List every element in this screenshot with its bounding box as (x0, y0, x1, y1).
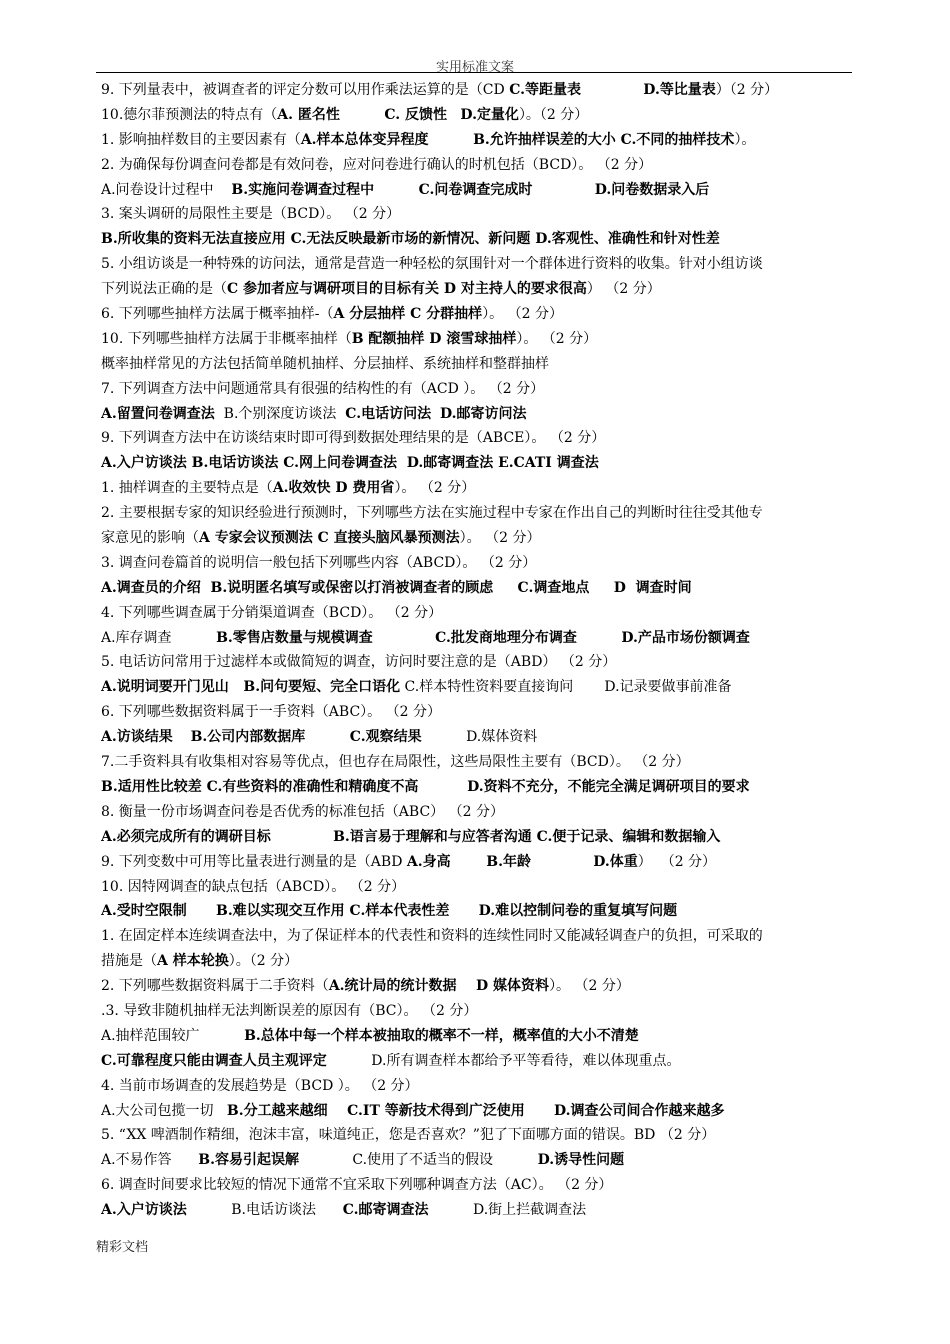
answer-text: D.产品市场份额调查 (621, 629, 750, 646)
text-line (101, 153, 853, 178)
question-text (577, 630, 622, 646)
question-text: 家意见的影响（ (101, 530, 199, 547)
question-text: ）。 （2 分） (459, 530, 541, 547)
question-text: ） （2 分） (637, 853, 717, 870)
question-text: .3. 导致非随机抽样无法判断误差的原因有（BC）。 （2 分） (101, 1002, 478, 1019)
answer-text: D.等比量表 (643, 82, 716, 98)
question-text (531, 854, 593, 870)
answer-text: A.受时空限制 B.难以实现交互作用 C.样本代表性差 D.难以控制问卷的重复填写问题 (101, 903, 678, 920)
answer-text: D.定量化 (460, 106, 519, 123)
answer-text: A 专家会议预测法 C 直接头脑风暴预测法 (199, 530, 460, 547)
answer-text: A.说明词要开门见山 B.问句要短、完全口语化 (101, 679, 401, 696)
question-text: C.样本特性资料要直接询问 D.记录要做事前准备 (400, 679, 732, 696)
text-line (101, 1198, 853, 1223)
text-line (101, 327, 853, 352)
answer-text: B.年龄 (486, 853, 531, 870)
text-line (101, 725, 853, 750)
question-text (581, 82, 643, 98)
question-text: 8. 衡量一份市场调查问卷是否优秀的标准包括（ABC） （2 分） (101, 803, 504, 820)
question-text: 1. 在固定样本连续调查法中，为了保证样本的代表性和资料的连续性同时又能减轻调查户的负担，可采取的 (101, 928, 763, 945)
text-line (101, 302, 853, 327)
answer-text: C.批发商地理分布调查 (435, 629, 577, 646)
text-line (101, 501, 853, 526)
answer-text: C 参加者应与调研项目的目标有关 D 对主持人的要求很高 (227, 281, 587, 298)
text-line (101, 899, 853, 924)
text-line (101, 924, 853, 949)
question-text: 5. 电话访问常用于过滤样本或做简短的调查，访问时要注意的是（ABD） （2 分） (101, 654, 617, 671)
text-line (101, 277, 853, 302)
question-text: ）。（2 分） (518, 106, 589, 123)
question-text: 9. 下列调查方法中在访谈结束时即可得到数据处理结果的是（ABCE）。 （2 分） (101, 430, 606, 447)
question-text (173, 729, 191, 745)
text-line (101, 800, 853, 825)
question-text: 2. 下列哪些数据资料属于二手资料（ (101, 978, 329, 995)
answer-text: C.电话访问法 (345, 405, 432, 422)
text-line (101, 178, 853, 203)
question-text: 2. 为确保每份调查问卷都是有效问卷，应对问卷进行确认的时机包括（BCD）。 （2 分） (101, 156, 653, 173)
question-text: 5. “XX 啤酒制作精细，泡沫丰富，味道纯正，您是否喜欢？”犯了下面哪方面的错误。BD （2 分） (101, 1127, 716, 1144)
text-line (101, 1123, 853, 1148)
answer-text: B.容易引起误解 (198, 1152, 299, 1169)
text-line (101, 601, 853, 626)
answer-text: C.观察结果 (349, 729, 422, 746)
answer-text: A.入户访谈法 B.电话访谈法 C.网上问卷调查法 D.邮寄调查法 E.CATI 调查法 (101, 455, 599, 472)
answer-text: D.体重 (593, 853, 638, 870)
question-text: 9. 下列量表中，被调查者的评定分数可以用作乘法运算的是（CD (101, 82, 510, 98)
answer-text: C.问卷调查完成时 (418, 181, 533, 198)
question-text: A.库存调查 (101, 629, 217, 646)
question-text: ）。 （2 分） (516, 330, 598, 347)
answer-text: A.必须完成所有的调研目标 (101, 828, 271, 845)
question-text: ） （2 分） (586, 281, 661, 298)
text-line (101, 775, 853, 800)
question-text: A.问卷设计过程中 (101, 181, 232, 198)
question-text: A.不易作答 (101, 1152, 199, 1169)
header-rule (96, 72, 852, 73)
question-text: D.所有调查样本都给予平等看待，难以体现重点。 (326, 1052, 681, 1069)
answer-text: B.所收集的资料无法直接应用 C.无法反映最新市场的新情况、新问题 D.客观性、准确性和针对性差 (101, 231, 720, 248)
text-line (101, 825, 853, 850)
text-line (101, 252, 853, 277)
question-text: 10. 因特网调查的缺点包括（ABCD）。 （2 分） (101, 878, 406, 895)
text-line (101, 949, 853, 974)
question-text (532, 182, 594, 198)
question-text (271, 829, 333, 845)
question-text: 4. 当前市场调查的发展趋势是（BCD ）。 （2 分） (101, 1077, 419, 1094)
text-line (101, 526, 853, 551)
question-text: ）。 （2 分） (482, 306, 563, 323)
question-text: ）。 （2 分） (549, 978, 630, 995)
answer-text: A 分层抽样 C 分群抽样 (333, 306, 483, 323)
question-text: 3. 调查问卷篇首的说明信一般包括下列哪些内容（ABCD）。 （2 分） (101, 554, 537, 571)
text-line (101, 1074, 853, 1099)
answer-text: A.入户访谈法 (101, 1202, 187, 1219)
question-text: 10.德尔菲预测法的特点有（ (101, 106, 278, 123)
question-text (373, 630, 435, 646)
text-line (101, 426, 853, 451)
text-line (101, 128, 853, 153)
text-line (101, 626, 853, 651)
answer-text: A.样本总体变异程度 (300, 131, 429, 148)
text-line (101, 999, 853, 1024)
text-line (101, 700, 853, 725)
text-line (101, 227, 853, 252)
text-line (101, 352, 853, 377)
text-line (101, 576, 853, 601)
answer-text: A.统计局的统计数据 D 媒体资料 (328, 978, 550, 995)
text-line (101, 875, 853, 900)
answer-text: D.诱导性问题 (537, 1152, 625, 1169)
text-line (101, 377, 853, 402)
question-text: D.媒体资料 (421, 729, 538, 746)
text-line (101, 78, 853, 103)
text-line (101, 974, 853, 999)
answer-text: A.收效快 D 费用省 (272, 480, 395, 497)
answer-text: A.身高 (406, 853, 451, 870)
answer-text: A. 匿名性 (277, 106, 340, 123)
question-text (340, 107, 385, 123)
text-line (101, 551, 853, 576)
text-line (101, 476, 853, 501)
text-line (101, 103, 853, 128)
answer-text: C.等距量表 (509, 82, 581, 98)
page-footer: 精彩文档 (96, 1240, 149, 1255)
question-text: 7.二手资料具有收集相对容易等优点，但也存在局限性，这些局限性主要有（BCD）。 （2 分） (101, 754, 690, 771)
page-header: 实用标准文案 (435, 60, 514, 75)
answer-text: B.适用性比较差 C.有些资料的准确性和精确度不高 D.资料不充分，不能完全满足调研项目的要求 (101, 778, 750, 795)
text-line (101, 1024, 853, 1049)
text-line (101, 402, 853, 427)
question-text (429, 132, 474, 148)
text-line (101, 202, 853, 227)
answer-text: C.可靠程度只能由调查人员主观评定 (101, 1052, 327, 1069)
question-text (374, 182, 419, 198)
answer-text: A.调查员的介绍 B.说明匿名填写或保密以打消被调查者的顾虑 C.调查地点 D 调查时间 (101, 579, 692, 596)
question-text: 7. 下列调查方法中问题通常具有很强的结构性的有（ACD ）。 （2 分） (101, 380, 545, 397)
question-text: 概率抽样常见的方法包括简单随机抽样、分层抽样、系统抽样和整群抽样 (101, 355, 549, 372)
text-line (101, 1173, 853, 1198)
question-text (447, 107, 460, 123)
answer-text: C. 反馈性 (384, 106, 448, 123)
text-line (101, 850, 853, 875)
question-text: ）。 （2 分） (394, 480, 476, 497)
question-text (305, 729, 350, 745)
question-text: 1. 影响抽样数目的主要因素有（ (101, 131, 301, 148)
question-text: B.个别深度访谈法 (214, 405, 346, 422)
question-text: A.抽样范围较广 (101, 1027, 245, 1044)
question-text: B.电话访谈法 (186, 1202, 343, 1219)
text-line (101, 650, 853, 675)
answer-text: B.语言易于理解和与应答者沟通 C.便于记录、编辑和数据输入 (333, 828, 721, 845)
answer-text: B.零售店数量与规模调查 (216, 629, 373, 646)
question-text: 10. 下列哪些抽样方法属于非概率抽样（ (101, 330, 352, 347)
answer-text: B.公司内部数据库 (190, 729, 306, 746)
answer-text: A.访谈结果 (101, 729, 173, 746)
question-text: 6. 下列哪些抽样方法属于概率抽样-（ (101, 306, 334, 323)
question-text: 4. 下列哪些调查属于分销渠道调查（BCD）。 （2 分） (101, 604, 443, 621)
answer-text: A 样本轮换 (157, 953, 229, 970)
question-text: 2. 主要根据专家的知识经验进行预测时，下列哪些方法在实施过程中专家在作出自己的判断时往往受其他专 (101, 505, 763, 522)
question-text: 1. 抽样调查的主要特点是（ (101, 480, 273, 497)
answer-text: D.邮寄访问法 (439, 405, 527, 422)
question-text (451, 854, 487, 870)
answer-text: B.分工越来越细 C.IT 等新技术得到广泛使用 D.调查公司间合作越来越多 (226, 1102, 725, 1119)
answer-text: D.问卷数据录入后 (594, 181, 710, 198)
text-line (101, 675, 853, 700)
question-text (431, 406, 440, 422)
text-line (101, 1148, 853, 1173)
answer-text: B.实施问卷调查过程中 (231, 181, 375, 198)
text-line (101, 451, 853, 476)
question-text: ）。（2 分） (228, 953, 299, 970)
question-text: 措施是（ (101, 953, 157, 970)
question-text: 3. 案头调研的局限性主要是（BCD）。 （2 分） (101, 206, 401, 223)
text-line (101, 750, 853, 775)
answer-text: A.留置问卷调查法 (101, 405, 215, 422)
question-text: ）（2 分） (715, 82, 779, 98)
question-text: 下列说法正确的是（ (101, 281, 227, 298)
question-text: 5. 小组访谈是一种特殊的访问法，通常是营造一种轻松的氛围针对一个群体进行资料的收集。针对小组访谈 (101, 256, 763, 273)
answer-text: B.允许抽样误差的大小 C.不同的抽样技术 (473, 131, 735, 148)
document-body (101, 78, 853, 1223)
answer-text: B 配额抽样 D 滚雪球抽样 (351, 330, 517, 347)
question-text: A.大公司包揽一切 (101, 1102, 227, 1119)
question-text: 9. 下列变数中可用等比量表进行测量的是（ABD (101, 853, 407, 870)
text-line (101, 1049, 853, 1074)
question-text: ）。 (734, 131, 756, 148)
text-line (101, 1099, 853, 1124)
question-text: D.街上拦截调查法 (428, 1202, 587, 1219)
answer-text: B.总体中每一个样本被抽取的概率不一样，概率值的大小不清楚 (244, 1027, 639, 1044)
answer-text: C.邮寄调查法 (342, 1202, 429, 1219)
question-text: C.使用了不适当的假设 (298, 1152, 538, 1169)
question-text: 6. 调查时间要求比较短的情况下通常不宜采取下列哪种调查方法（AC）。 （2 分） (101, 1177, 613, 1194)
question-text: 6. 下列哪些数据资料属于一手资料（ABC）。 （2 分） (101, 704, 441, 721)
